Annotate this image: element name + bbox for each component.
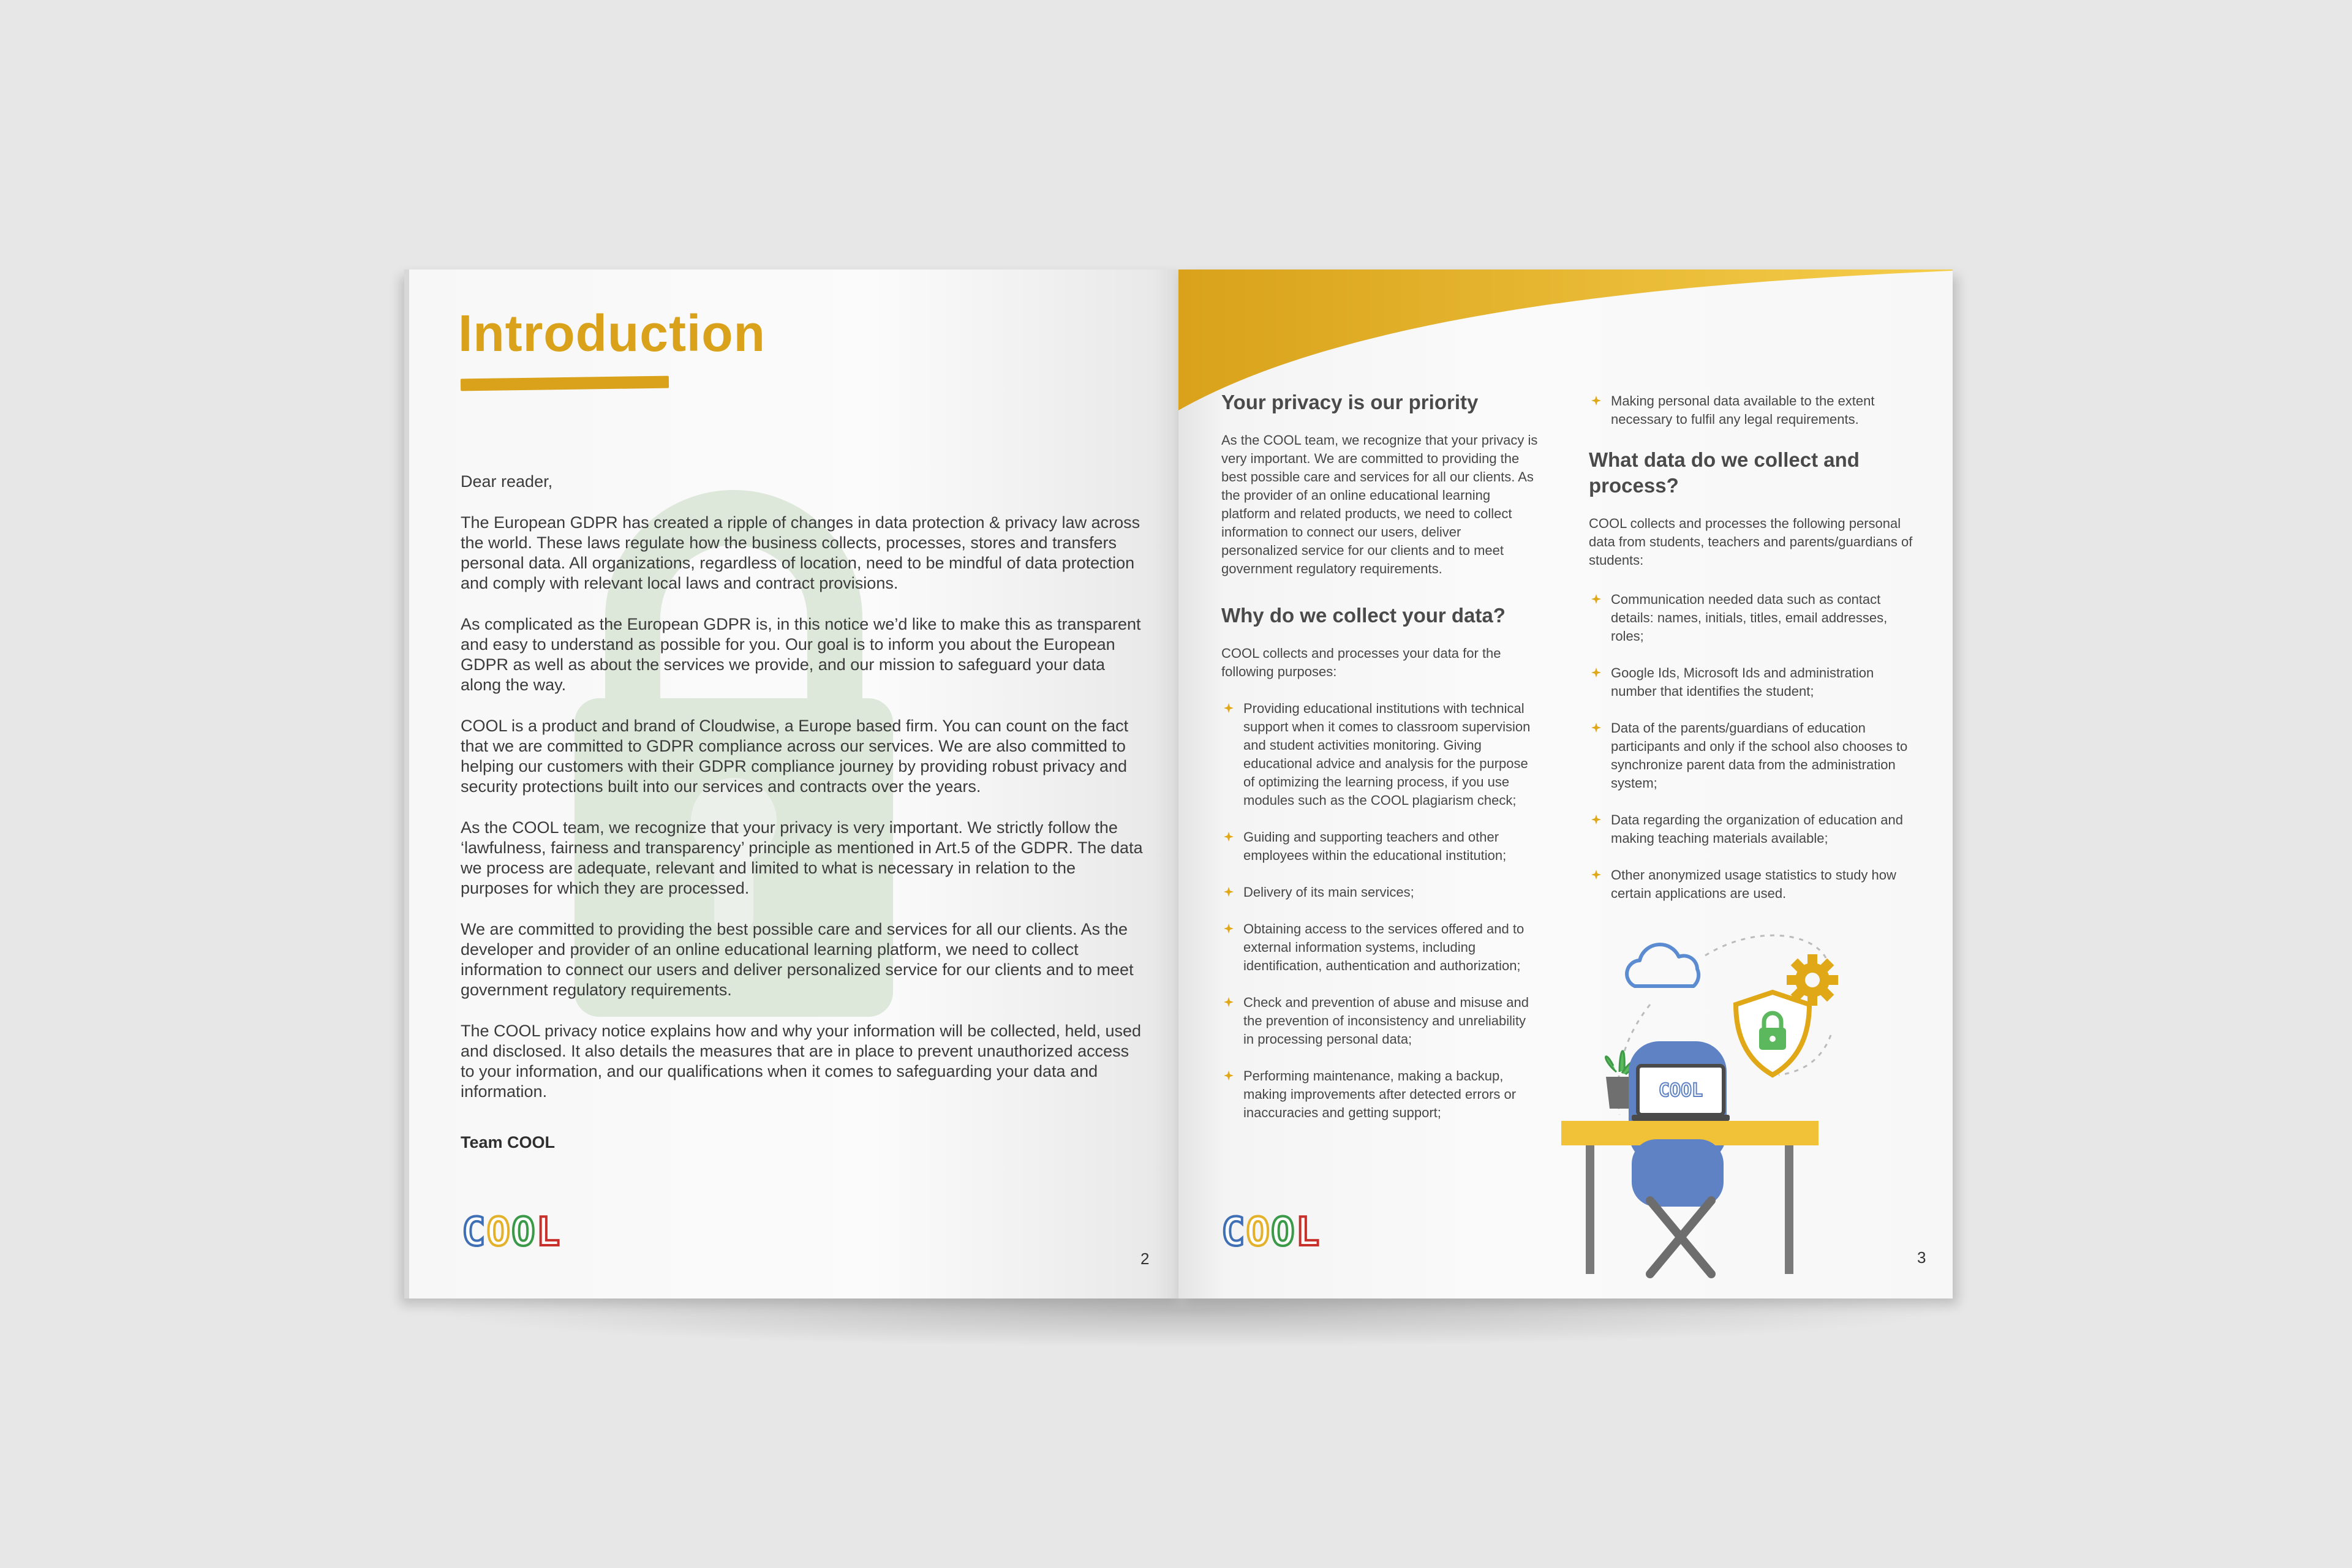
column-right — [1589, 392, 1920, 921]
intro-letter — [461, 472, 1147, 1174]
list-item — [1221, 920, 1540, 975]
bullet-icon — [1591, 396, 1601, 405]
logo-letter: O — [486, 1210, 511, 1255]
legal-list — [1589, 392, 1920, 429]
bullet-icon — [1224, 1071, 1234, 1080]
bullet-icon — [1224, 887, 1234, 897]
column-left — [1221, 390, 1540, 1140]
section-text: COOL collects and processes your data for the following purposes: — [1221, 646, 1501, 679]
bullet-icon — [1591, 870, 1601, 880]
salutation: Dear reader, — [461, 472, 553, 491]
bullet-icon — [1224, 832, 1234, 842]
page-number: 3 — [1917, 1248, 1926, 1267]
laptop-label: COOL — [1658, 1080, 1703, 1101]
shield-lock-icon — [1736, 992, 1809, 1075]
list-item — [1589, 866, 1920, 903]
section-heading: What data do we collect and process? — [1589, 448, 1860, 497]
list-item-text: Communication needed data such as contact details: names, initials, titles, email addresses, roles; — [1611, 592, 1888, 644]
right-page — [1178, 270, 1953, 1298]
list-item — [1589, 719, 1920, 793]
list-item-text: Providing educational institutions with technical support when it comes to classroom supervision and student activities monitoring. Giving educational advice and analysis for the purpose of optimizing the learning process, if you use modules such as the COOL plagiarism check; — [1243, 701, 1531, 808]
logo-letter: C — [1221, 1210, 1245, 1255]
desk-security-illustration — [1558, 913, 1926, 1280]
list-item-text: Guiding and supporting teachers and other employees within the educational institution; — [1243, 829, 1507, 863]
section-heading: Why do we collect your data? — [1221, 604, 1506, 627]
paragraph: The COOL privacy notice explains how and why your information will be collected, held, used and disclosed. It also details the measures that are in place to prevent unauthorized access to your information, and our qualifications when it comes to safeguarding your data and information. — [461, 1022, 1142, 1101]
list-item — [1589, 811, 1920, 848]
list-item-text: Performing maintenance, making a backup, making improvements after detected errors or inaccuracies and getting support; — [1243, 1068, 1517, 1120]
list-item-text: Other anonymized usage statistics to study how certain applications are used. — [1611, 867, 1896, 901]
bullet-icon — [1591, 594, 1601, 604]
bullet-icon — [1224, 703, 1234, 713]
bullet-icon — [1224, 924, 1234, 933]
logo-letter: O — [1271, 1210, 1295, 1255]
section-heading: Your privacy is our priority — [1221, 391, 1479, 413]
list-item — [1221, 993, 1540, 1049]
paragraph: The European GDPR has created a ripple of changes in data protection & privacy law across the world. These laws regulate how the business collects, processes, stores and transfers personal data. All organizations, regardless of location, need to be mindful of data protection and comply with relevant local laws and contract provisions. — [461, 513, 1140, 592]
left-page — [404, 270, 1183, 1298]
data-list — [1589, 590, 1920, 903]
list-item — [1589, 664, 1920, 701]
list-item — [1589, 590, 1920, 646]
cool-logo — [462, 1210, 560, 1255]
logo-letter: O — [511, 1210, 535, 1255]
list-item — [1221, 883, 1540, 902]
page-title: Introduction — [458, 304, 766, 362]
list-item-text: Making personal data available to the extent necessary to fulfil any legal requirements. — [1611, 393, 1875, 427]
list-item — [1221, 828, 1540, 865]
logo-letter: L — [1295, 1210, 1320, 1255]
list-item-text: Data regarding the organization of education and making teaching materials available; — [1611, 812, 1904, 846]
signature: Team COOL — [461, 1133, 556, 1152]
section-text: COOL collects and processes the following personal data from students, teachers and parents/guardians of students: — [1589, 516, 1913, 568]
list-item-text: Obtaining access to the services offered and to external information systems, including identification, authentication and authorization; — [1243, 921, 1525, 973]
section-text: As the COOL team, we recognize that your privacy is very important. We are committed to providing the best possible care and services for all our clients. As the provider of an online educational learning platform and related products, we need to collect information to connect our users, deliver personalized service for our clients and to meet government regulatory requirements. — [1221, 432, 1538, 576]
paragraph: We are committed to providing the best possible care and services for all our clients. As the developer and provider of an online educational learning platform, we need to collect information to connect our users and deliver personalized service for our clients and to meet government regulatory requirements. — [461, 920, 1134, 999]
logo-letter: O — [1246, 1210, 1270, 1255]
title-underline — [461, 376, 669, 391]
list-item — [1221, 699, 1540, 810]
cool-logo — [1221, 1210, 1320, 1255]
page-number: 2 — [1140, 1250, 1150, 1268]
bullet-icon — [1591, 815, 1601, 824]
bullet-icon — [1224, 997, 1234, 1007]
bullet-icon — [1591, 723, 1601, 733]
logo-letter: L — [536, 1210, 560, 1255]
list-item-text: Google Ids, Microsoft Ids and administration number that identifies the student; — [1611, 665, 1874, 699]
list-item-text: Delivery of its main services; — [1243, 884, 1414, 900]
list-item — [1221, 1067, 1540, 1122]
logo-letter: C — [462, 1210, 486, 1255]
bullet-icon — [1591, 668, 1601, 677]
list-item — [1589, 392, 1920, 429]
purposes-list — [1221, 699, 1540, 1122]
paragraph: As complicated as the European GDPR is, in this notice we’d like to make this as transparent and easy to understand as possible for you. Our goal is to inform you about the European GDPR as well as about the services we provide, and our mission to safeguard your data along the way. — [461, 615, 1141, 694]
list-item-text: Data of the parents/guardians of education participants and only if the school also chooses to synchronize parent data from the administration system; — [1611, 720, 1908, 791]
paragraph: As the COOL team, we recognize that your privacy is very important. We strictly follow the ‘lawfulness, fairness and transparency’ principle as mentioned in Art.5 of the GDPR. The data we process are adequate, relevant and limited to what is necessary in relation to the purposes for which they are processed. — [461, 818, 1143, 897]
list-item-text: Check and prevention of abuse and misuse and the prevention of inconsistency and unreliability in processing personal data; — [1243, 995, 1529, 1047]
cloud-icon — [1627, 944, 1698, 986]
paragraph: COOL is a product and brand of Cloudwise, a Europe based firm. You can count on the fact that we are committed to GDPR compliance across our services. We are also committed to helping our customers with their GDPR compliance journey by providing robust privacy and security protections built into our services and contracts over the years. — [461, 717, 1129, 796]
